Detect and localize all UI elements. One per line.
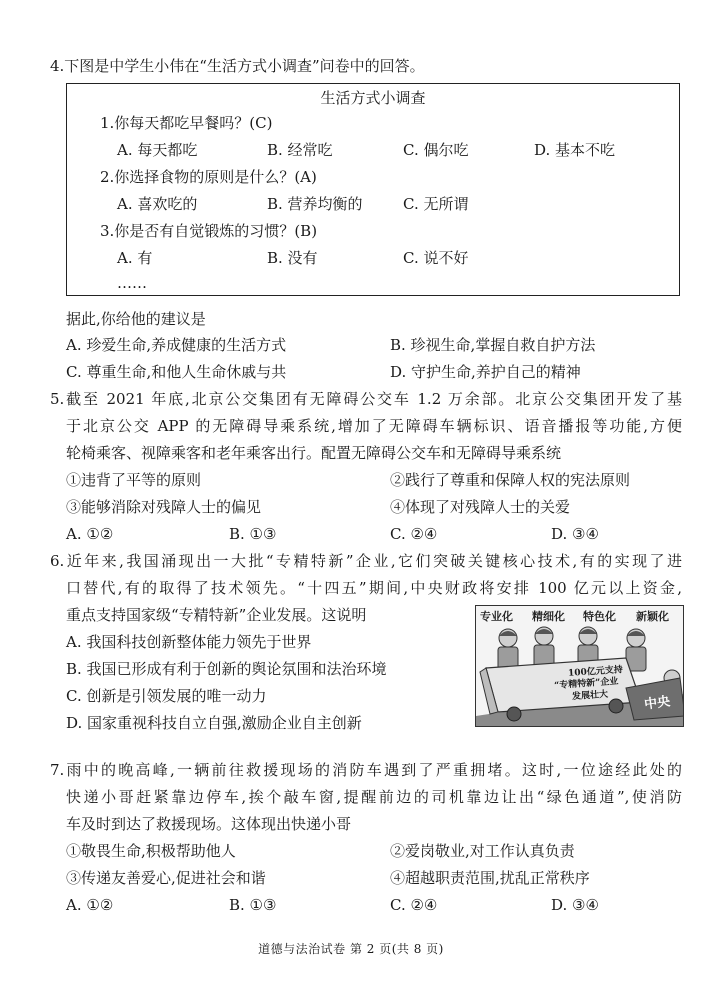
question-4-option-b: B. 珍视生命,掌握自救自护方法 <box>390 336 596 354</box>
question-5-statement-1: ①违背了平等的原则 <box>66 471 202 489</box>
cartoon-banner-2: 精细化 <box>532 610 565 623</box>
question-6-option-c: C. 创新是引领发展的唯一动力 <box>66 687 267 705</box>
survey-title: 生活方式小调查 <box>320 89 426 107</box>
question-7-statement-2: ②爱岗敬业,对工作认真负责 <box>390 842 575 860</box>
cartoon-illustration <box>475 605 684 727</box>
question-5-option-b: B. ①③ <box>229 525 277 543</box>
cartoon-banner-1: 专业化 <box>480 610 513 623</box>
question-7-stem-line-3: 车及时到达了救援现场。这体现出快递小哥 <box>66 815 352 833</box>
question-4-option-d: D. 守护生命,养护自己的精神 <box>390 363 581 381</box>
question-7-option-a: A. ①② <box>66 896 114 914</box>
question-5-stem-line-3: 轮椅乘客、视障乘客和老年乘客出行。配置无障碍公交车和无障碍导乘系统 <box>66 444 562 462</box>
question-5-statement-4: ④体现了对残障人士的关爱 <box>390 498 571 516</box>
question-4-prompt: 据此,你给他的建议是 <box>66 310 206 328</box>
question-7-option-d: D. ③④ <box>551 896 599 914</box>
survey-q3-option-c: C. 说不好 <box>403 249 469 267</box>
question-6-stem-line-3: 重点支持国家级“专精特新”企业发展。这说明 <box>66 606 367 624</box>
survey-q3-option-a: A. 有 <box>117 249 153 267</box>
question-5-option-c: C. ②④ <box>390 525 438 543</box>
question-7-stem-line-1: 7.雨中的晚高峰,一辆前往救援现场的消防车遇到了严重拥堵。这时,一位途经此处的 <box>50 761 682 779</box>
survey-q2-option-a: A. 喜欢吃的 <box>117 195 198 213</box>
cartoon-banner-4: 新颖化 <box>636 610 669 623</box>
survey-q1-option-b: B. 经常吃 <box>267 141 333 159</box>
cart-pusher-label: 中央 <box>643 694 672 713</box>
question-5-statement-3: ③能够消除对残障人士的偏见 <box>66 498 262 516</box>
question-6-stem-line-1: 6.近年来,我国涌现出一大批“专精特新”企业,它们突破关键核心技术,有的实现了进 <box>50 552 682 570</box>
cart-text-line-2: “专精特新”企业 <box>553 676 619 692</box>
question-6-stem-line-2: 口替代,有的取得了技术领先。“十四五”期间,中央财政将安排 100 亿元以上资金, <box>66 579 682 597</box>
question-5-statement-2: ②践行了尊重和保障人权的宪法原则 <box>390 471 631 489</box>
survey-question-3: 3.你是否有自觉锻炼的习惯？(B) <box>100 222 318 240</box>
question-7-option-c: C. ②④ <box>390 896 438 914</box>
survey-box <box>66 83 680 296</box>
question-5-stem-line-2: 于北京公交 APP 的无障碍导乘系统,增加了无障碍车辆标识、语音播报等功能,方便 <box>66 417 682 435</box>
survey-q3-option-b: B. 没有 <box>267 249 318 267</box>
question-6-option-b: B. 我国已形成有利于创新的舆论氛围和法治环境 <box>66 660 387 678</box>
cartoon-banner-3: 特色化 <box>583 610 616 623</box>
survey-q1-option-c: C. 偶尔吃 <box>403 141 469 159</box>
question-7-statement-1: ①敬畏生命,积极帮助他人 <box>66 842 236 860</box>
survey-q1-option-a: A. 每天都吃 <box>117 141 198 159</box>
question-7-statement-4: ④超越职责范围,扰乱正常秩序 <box>390 869 590 887</box>
question-5-option-a: A. ①② <box>66 525 114 543</box>
question-6-option-a: A. 我国科技创新整体能力领先于世界 <box>66 633 312 651</box>
question-5-stem-line-1: 5.截至 2021 年底,北京公交集团有无障碍公交车 1.2 万余部。北京公交集团开发了基 <box>50 390 682 408</box>
cart-text-line-1: 100亿元支持 <box>567 665 624 679</box>
question-7-option-b: B. ①③ <box>229 896 277 914</box>
survey-q2-option-c: C. 无所谓 <box>403 195 469 213</box>
survey-q2-option-b: B. 营养均衡的 <box>267 195 363 213</box>
survey-question-2: 2.你选择食物的原则是什么？(A) <box>100 168 317 186</box>
question-5-option-d: D. ③④ <box>551 525 599 543</box>
question-7-stem-line-2: 快递小哥赶紧靠边停车,挨个敲车窗,提醒前边的司机靠边让出“绿色通道”,使消防 <box>66 788 682 806</box>
survey-question-1: 1.你每天都吃早餐吗？(C) <box>100 114 273 132</box>
cart-text-line-3: 发展壮大 <box>571 689 609 703</box>
question-6-option-d: D. 国家重视科技自立自强,激励企业自主创新 <box>66 714 362 732</box>
question-4-option-a: A. 珍爱生命,养成健康的生活方式 <box>66 336 287 354</box>
question-4-stem: 4.下图是中学生小伟在“生活方式小调查”问卷中的回答。 <box>50 57 425 75</box>
question-7-statement-3: ③传递友善爱心,促进社会和谐 <box>66 869 266 887</box>
question-4-option-c: C. 尊重生命,和他人生命休戚与共 <box>66 363 287 381</box>
survey-q1-option-d: D. 基本不吃 <box>534 141 616 159</box>
survey-ellipsis: …… <box>117 274 147 292</box>
page-footer: 道德与法治试卷 第 2 页(共 8 页) <box>258 942 444 956</box>
